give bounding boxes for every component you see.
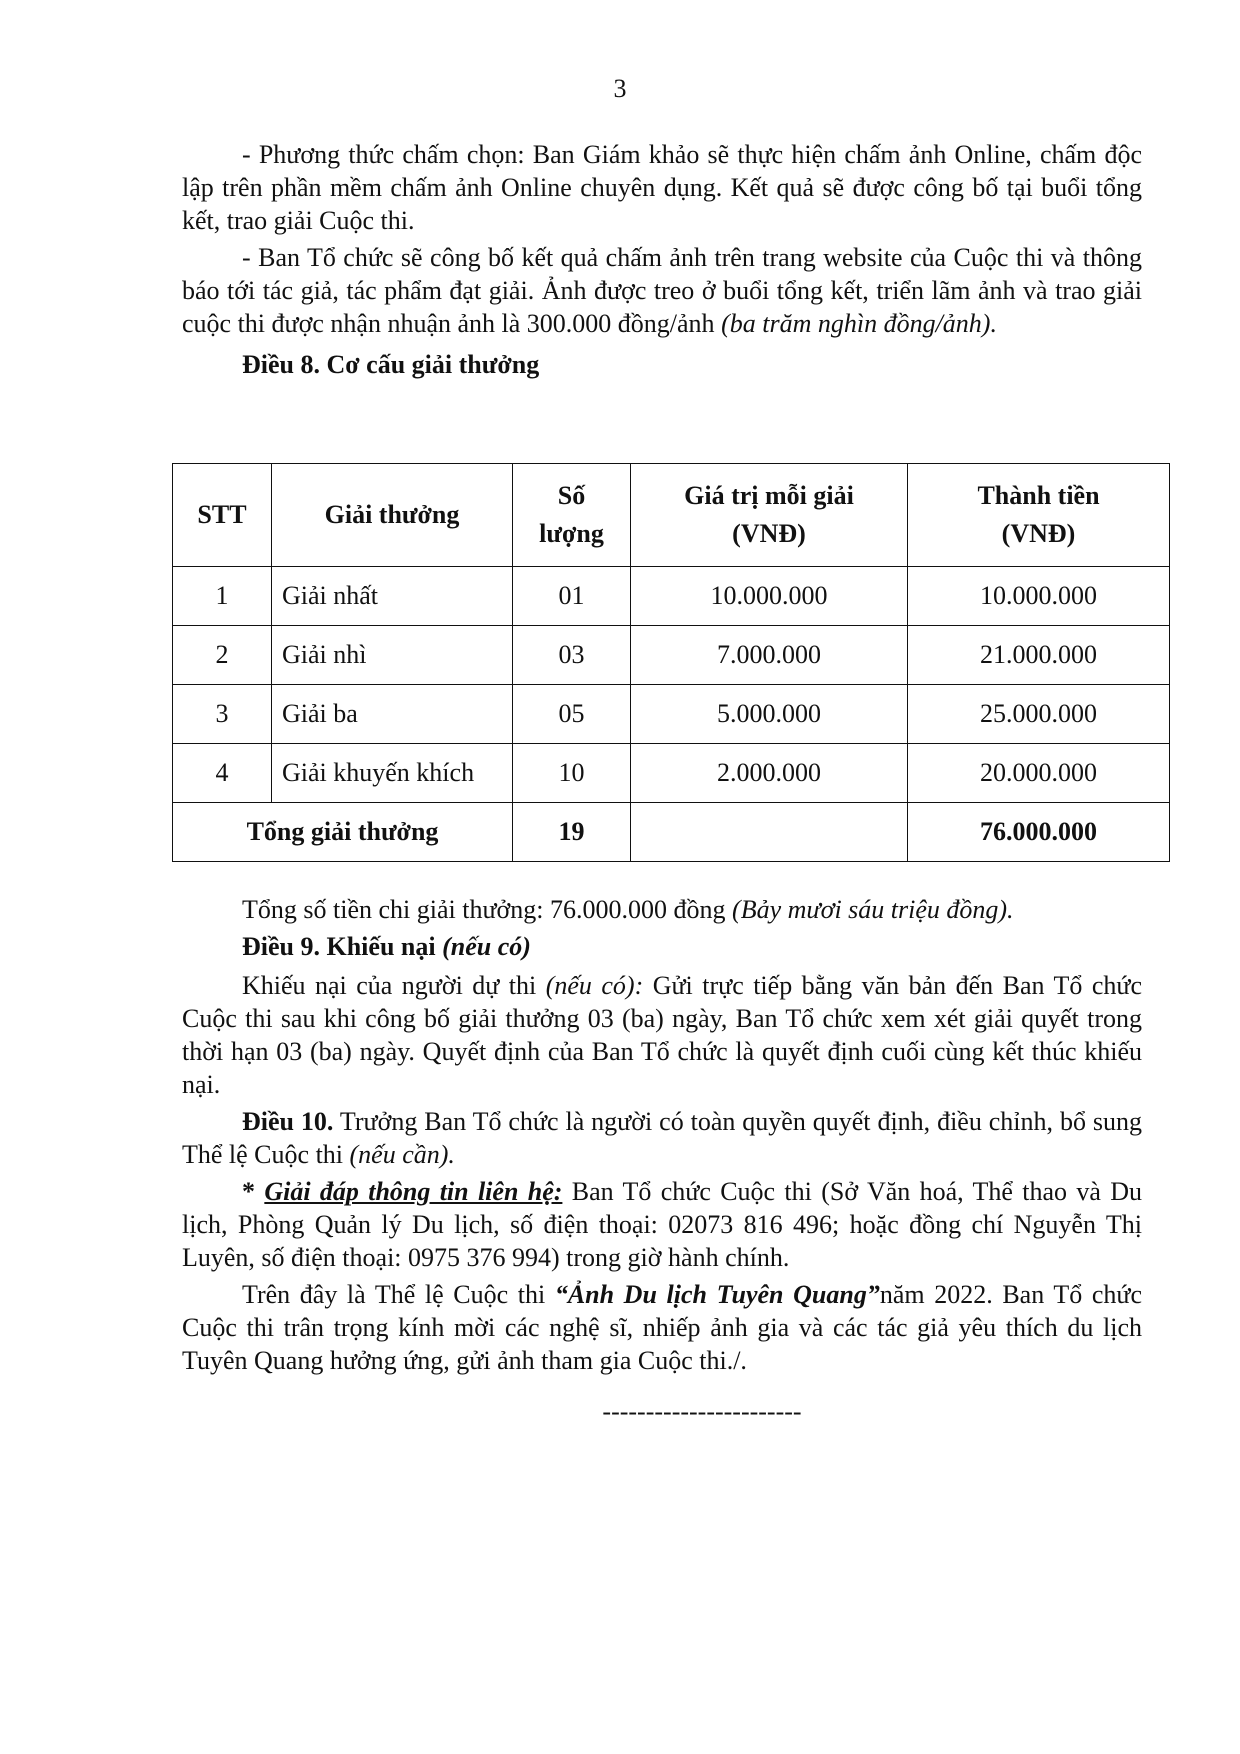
- cell-qty: 03: [513, 626, 631, 685]
- dieu10-label: Điều 10.: [242, 1107, 334, 1136]
- header-qty-line1: Số: [557, 481, 586, 510]
- paragraph-results-announcement: [182, 241, 1142, 340]
- dieu9-a: Khiếu nại của người dự thi: [242, 971, 546, 1000]
- header-value-line1: Giá trị mỗi giải: [684, 481, 854, 510]
- contact-star: *: [242, 1177, 265, 1206]
- header-prize: Giải thưởng: [272, 464, 513, 567]
- paragraph-closing: [182, 1278, 1142, 1377]
- dieu10-text: Trưởng Ban Tổ chức là người có toàn quyền quyết định, điều chỉnh, bổ sung Thể lệ Cuộc thi: [182, 1107, 1142, 1169]
- cell-stt: 4: [173, 744, 272, 803]
- cell-value: 2.000.000: [631, 744, 908, 803]
- cell-prize: Giải nhất: [272, 567, 513, 626]
- cell-total: 21.000.000: [908, 626, 1170, 685]
- cell-prize: Giải khuyến khích: [272, 744, 513, 803]
- cell-prize: Giải ba: [272, 685, 513, 744]
- cell-value: 10.000.000: [631, 567, 908, 626]
- total-sentence-main: Tổng số tiền chi giải thưởng: 76.000.000 đồng: [242, 895, 733, 924]
- cell-stt: 1: [173, 567, 272, 626]
- cell-value: 5.000.000: [631, 685, 908, 744]
- table-row: [173, 744, 1170, 803]
- total-value: [631, 803, 908, 862]
- dieu9-b: (nếu có):: [545, 971, 644, 1000]
- header-qty-line2: lượng: [539, 519, 604, 548]
- cell-prize: Giải nhì: [272, 626, 513, 685]
- contact-label: Giải đáp thông tin liên hệ:: [264, 1177, 563, 1206]
- table-row: [173, 685, 1170, 744]
- paragraph-dieu10: [182, 1105, 1142, 1171]
- paragraph-contact: [182, 1175, 1142, 1274]
- page-number: 3: [613, 74, 627, 103]
- header-value: [631, 464, 908, 567]
- dieu9-heading: [182, 930, 1142, 963]
- header-total-line2: (VNĐ): [1001, 519, 1076, 548]
- cell-total: 25.000.000: [908, 685, 1170, 744]
- cell-qty: 10: [513, 744, 631, 803]
- para2-main: - Ban Tổ chức sẽ công bố kết quả chấm ảnh trên trang website của Cuộc thi và thông báo tới tác giả, tác phẩm đạt giải. Ảnh được treo ở buổi tổng kết, triển lãm ảnh và trao giải cuộc thi được nhận nhuận ảnh là 300.000 đồng/ảnh: [182, 243, 1142, 338]
- table-header-row: [173, 464, 1170, 567]
- closing-b: năm 2022. Ban Tổ chức Cuộc thi trân trọng kính mời các nghệ sĩ, nhiếp ảnh gia và các tác giả yêu thích du lịch Tuyên Quang hưởng ứng, gửi ảnh tham gia Cuộc thi./.: [182, 1280, 1143, 1375]
- total-sentence-italic: (Bảy mươi sáu triệu đồng).: [732, 895, 1014, 924]
- total-amount: 76.000.000: [908, 803, 1170, 862]
- dieu9-heading-text: Điều 9. Khiếu nại: [242, 932, 443, 961]
- upper-text: [182, 138, 1142, 381]
- lower-text: [182, 893, 1142, 1432]
- closing-title: “Ảnh Du lịch Tuyên Quang”: [554, 1280, 880, 1309]
- total-label: Tổng giải thưởng: [173, 803, 513, 862]
- dieu9-heading-italic: (nếu có): [442, 932, 531, 961]
- cell-qty: 05: [513, 685, 631, 744]
- table-total-row: [173, 803, 1170, 862]
- paragraph-scoring-method: - Phương thức chấm chọn: Ban Giám khảo sẽ thực hiện chấm ảnh Online, chấm độc lập trên phần mềm chấm ảnh Online chuyên dụng. Kết quả sẽ được công bố tại buổi tổng kết, trao giải Cuộc thi.: [182, 140, 1142, 235]
- header-stt: STT: [173, 464, 272, 567]
- header-total-line1: Thành tiền: [977, 481, 1100, 510]
- total-qty: 19: [513, 803, 631, 862]
- cell-total: 20.000.000: [908, 744, 1170, 803]
- cell-total: 10.000.000: [908, 567, 1170, 626]
- cell-stt: 2: [173, 626, 272, 685]
- table-row: [173, 567, 1170, 626]
- total-sentence: [182, 893, 1142, 926]
- paragraph-complaints: [182, 969, 1142, 1101]
- dieu10-italic: (nếu cần).: [349, 1140, 455, 1169]
- header-value-line2: (VNĐ): [732, 519, 806, 548]
- table-row: [173, 626, 1170, 685]
- closing-a: Trên đây là Thể lệ Cuộc thi: [242, 1280, 555, 1309]
- header-total: [908, 464, 1170, 567]
- header-qty: [513, 464, 631, 567]
- contact-text: Ban Tổ chức Cuộc thi (Sở Văn hoá, Thể thao và Du lịch, Phòng Quản lý Du lịch, số điện thoại: 02073 816 496; hoặc đồng chí Nguyễn Thị Luyên, số điện thoại: 0975 376 994) trong giờ hành chính.: [182, 1177, 1142, 1272]
- dieu9-c: Gửi trực tiếp bằng văn bản đến Ban Tổ chức Cuộc thi sau khi công bố giải thưởng 03 (ba) ngày, Ban Tổ chức xem xét giải quyết trong thời hạn 03 (ba) ngày. Quyết định của Ban Tổ chức là quyết định cuối cùng kết thúc khiếu nại.: [182, 971, 1142, 1099]
- para2-italic: (ba trăm nghìn đồng/ảnh).: [721, 309, 997, 338]
- dieu8-heading: Điều 8. Cơ cấu giải thưởng: [242, 350, 540, 379]
- prize-table: [172, 463, 1170, 862]
- cell-qty: 01: [513, 567, 631, 626]
- end-separator: -----------------------: [602, 1397, 802, 1426]
- cell-value: 7.000.000: [631, 626, 908, 685]
- cell-stt: 3: [173, 685, 272, 744]
